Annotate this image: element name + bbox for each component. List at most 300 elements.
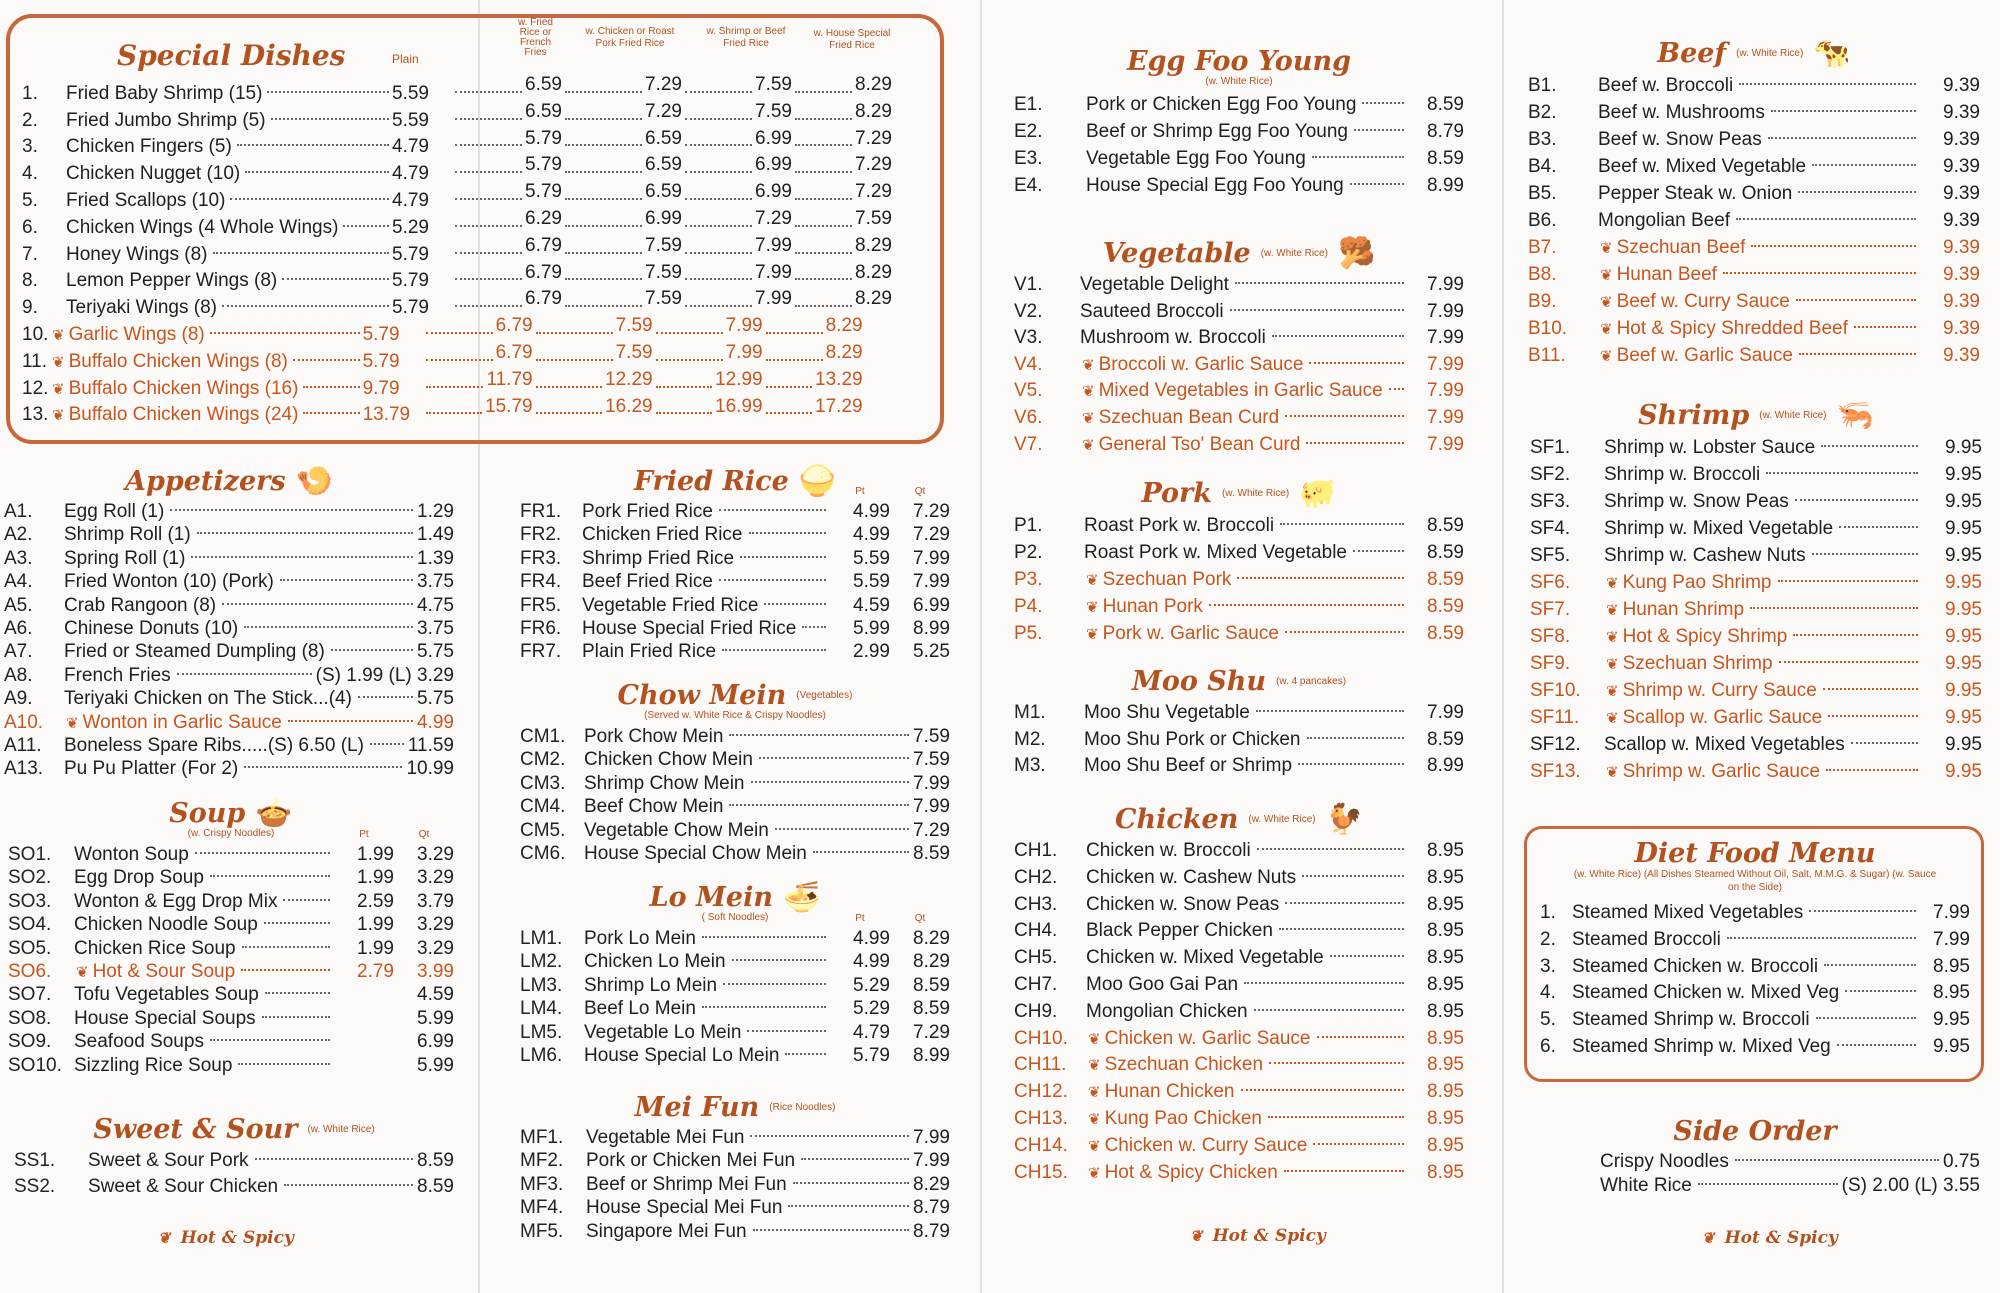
item-code: P2.	[1014, 542, 1043, 563]
name-with-leader	[66, 134, 392, 161]
quart-price: 7.99	[913, 571, 950, 593]
item-price: 11.59	[407, 734, 454, 756]
item-price: 8.99	[1427, 755, 1464, 777]
item-price: 7.99	[1933, 902, 1970, 923]
special-price: 8.29	[855, 288, 892, 310]
item-price: 9.39	[1943, 318, 1980, 339]
item-name: Moo Shu Beef or Shrimp	[1084, 755, 1293, 777]
menu-item	[520, 748, 950, 771]
name-with-leader	[66, 215, 392, 242]
side-order-section	[1530, 1112, 1980, 1198]
menu-item	[1530, 542, 1982, 569]
item-name: Fried Baby Shrimp (15)	[66, 82, 263, 104]
price-column	[423, 394, 533, 421]
special-price: 6.99	[755, 127, 792, 149]
dot-leader	[685, 120, 752, 147]
chicken-section	[1014, 800, 1464, 1186]
section-header	[1014, 800, 1464, 838]
special-price: 16.29	[605, 395, 653, 417]
dot-leader	[455, 66, 522, 93]
item-price: 9.39	[1943, 291, 1980, 312]
special-col-header: w. Chicken or Roast Pork Fried Rice	[585, 26, 675, 49]
item-code: B5.	[1528, 183, 1557, 204]
item-price: 7.99	[1427, 380, 1464, 402]
item-name: Szechuan Beef	[1616, 237, 1746, 258]
name-with-leader	[69, 376, 363, 403]
quart-price: 3.29	[417, 914, 454, 936]
item-name: Hunan Pork	[1102, 596, 1203, 617]
chili-pepper-icon: ❦	[1082, 436, 1095, 454]
item-price: 5.75	[417, 688, 454, 710]
item-name: Pork w. Garlic Sauce	[1102, 623, 1279, 644]
dot-leader	[343, 225, 389, 227]
menu-item	[4, 594, 454, 617]
dot-leader	[795, 173, 852, 200]
item-name: Beef w. Mixed Vegetable	[1598, 156, 1807, 177]
item-price: 9.39	[1943, 75, 1980, 96]
item-code: 4.	[22, 163, 38, 185]
section-subtitle: (w. 4 pancakes)	[1276, 675, 1347, 687]
special-col-header: w. Shrimp or Beef Fried Rice	[706, 26, 786, 49]
special-price: 12.29	[605, 368, 653, 390]
section-header	[1014, 474, 1464, 512]
item-name: Pork or Chicken Egg Foo Young	[1086, 94, 1357, 115]
dot-leader	[283, 899, 330, 901]
item-code: 7.	[22, 243, 38, 265]
item-code: B2.	[1528, 102, 1557, 123]
dot-leader	[426, 307, 493, 334]
special-price: 7.59	[615, 341, 653, 363]
appetizers-section	[4, 462, 454, 781]
item-name: French Fries	[64, 664, 171, 686]
item-price: 9.39	[1943, 129, 1980, 150]
menu-item	[520, 1220, 950, 1243]
item-code: FR5.	[520, 594, 562, 616]
dot-leader	[729, 804, 909, 806]
chili-pepper-icon: ❦	[1088, 1084, 1101, 1102]
special-price: 6.59	[525, 74, 562, 95]
rice-bowl-icon: 🍚	[798, 464, 837, 498]
dot-leader	[237, 144, 389, 146]
item-code: SS1.	[14, 1150, 56, 1171]
menu-item	[1528, 153, 1980, 180]
section-subtitle: (w. White Rice) (All Dishes Steamed Without Oil, Salt, M.M.G. & Sugar) (w. Sauce on the Side)	[1573, 869, 1937, 893]
menu-item	[1014, 727, 1464, 754]
menu-item	[14, 1148, 454, 1174]
item-code: 10.	[22, 323, 49, 345]
dot-leader	[1307, 737, 1405, 739]
item-name: Steamed Mixed Vegetables	[1572, 902, 1804, 923]
menu-item	[1528, 126, 1980, 153]
pt-label: Pt	[359, 829, 369, 840]
menu-item	[520, 570, 950, 593]
menu-item	[4, 570, 454, 593]
menu-item	[1014, 325, 1464, 352]
item-code: 2.	[1540, 928, 1556, 950]
section-header	[1540, 834, 1970, 872]
item-price: 9.95	[1945, 518, 1982, 539]
special-price: 6.59	[645, 154, 682, 176]
special-price: 15.79	[485, 395, 533, 417]
menu-item	[520, 1126, 950, 1149]
menu-item	[1530, 731, 1982, 758]
section-subtitle: (Rice Noodles)	[769, 1101, 836, 1113]
item-name: Pepper Steak w. Onion	[1598, 183, 1793, 204]
dot-leader	[1209, 604, 1404, 606]
item-code: 8.	[22, 270, 38, 292]
item-name: Shrimp Roll (1)	[64, 524, 191, 546]
item-code: E2.	[1014, 121, 1043, 142]
item-code: SO9.	[8, 1031, 52, 1053]
item-name: Chicken Nugget (10)	[66, 163, 241, 185]
special-price: 5.79	[392, 297, 429, 319]
special-price: 6.99	[755, 154, 792, 176]
dot-leader	[719, 509, 826, 511]
section-header	[520, 1088, 950, 1126]
item-name: Hot & Sour Soup	[92, 960, 236, 982]
pint-price: 4.99	[853, 501, 890, 522]
item-name: Hunan Shrimp	[1622, 599, 1745, 620]
dot-leader	[210, 332, 360, 334]
diet-menu-section	[1540, 834, 1970, 1061]
item-code: SO2.	[8, 867, 52, 889]
dot-leader	[1779, 661, 1918, 663]
menu-item	[4, 617, 454, 640]
section-header	[520, 878, 950, 916]
menu-item	[1014, 1026, 1464, 1053]
menu-item	[1014, 405, 1464, 432]
special-price: 7.99	[725, 315, 763, 337]
item-name: Szechuan Shrimp	[1622, 653, 1773, 674]
item-price: 8.95	[1933, 955, 1970, 977]
quart-price: 8.29	[913, 928, 950, 949]
dot-leader	[303, 412, 359, 414]
quart-price: 8.59	[913, 974, 950, 996]
item-code: V4.	[1014, 353, 1043, 375]
item-price: 9.39	[1943, 345, 1980, 366]
dot-leader	[565, 66, 642, 93]
menu-item	[520, 842, 950, 865]
menu-item	[520, 500, 950, 523]
menu-item	[1014, 91, 1464, 118]
special-price: 4.79	[392, 163, 429, 185]
item-price: 8.99	[1427, 175, 1464, 196]
item-price: 7.99	[913, 772, 950, 794]
item-code: B4.	[1528, 156, 1557, 177]
dot-leader	[280, 579, 413, 581]
name-with-leader	[66, 108, 392, 135]
dot-leader	[230, 198, 389, 200]
special-price: 13.29	[815, 368, 863, 390]
chili-pepper-icon: ❦	[1086, 599, 1099, 616]
item-code: M1.	[1014, 702, 1046, 723]
menu-item	[1528, 99, 1980, 126]
section-title: Special Dishes	[117, 39, 346, 72]
menu-item	[520, 795, 950, 818]
name-with-leader	[66, 242, 392, 269]
item-code: CH11.	[1014, 1054, 1067, 1076]
chili-pepper-icon: ❦	[1082, 356, 1095, 374]
item-name: Mongolian Chicken	[1086, 1000, 1248, 1022]
item-price: 9.39	[1943, 102, 1980, 123]
item-name: Chicken w. Garlic Sauce	[1104, 1027, 1311, 1049]
menu-item	[4, 500, 454, 523]
item-name: Chicken w. Broccoli	[1086, 840, 1251, 861]
item-code: SF11.	[1530, 707, 1580, 728]
menu-item	[8, 1007, 454, 1030]
item-code: P3.	[1014, 569, 1043, 590]
dot-leader	[656, 388, 712, 415]
section-title: Beef	[1657, 37, 1727, 69]
quart-price: 3.29	[417, 844, 454, 865]
item-name: Shrimp w. Broccoli	[1604, 464, 1761, 485]
section-header	[1530, 396, 1982, 434]
section-subtitle: (w. White Rice)	[1260, 247, 1328, 259]
item-price: 7.99	[913, 796, 950, 818]
item-code: CH5.	[1014, 947, 1058, 969]
menu-item	[1014, 1106, 1464, 1133]
dot-leader	[656, 307, 723, 334]
item-code: A13.	[4, 758, 44, 780]
menu-item	[1014, 378, 1464, 405]
special-price: 6.79	[495, 341, 533, 363]
dot-leader	[766, 307, 823, 334]
menu-item	[520, 640, 950, 663]
special-price: 5.79	[392, 270, 429, 292]
menu-item	[520, 1021, 950, 1044]
dot-leader	[1353, 550, 1404, 552]
special-price: 6.29	[525, 207, 562, 229]
item-code: LM1.	[520, 928, 563, 949]
menu-item	[1540, 900, 1970, 927]
item-name: Chicken Rice Soup	[74, 937, 236, 959]
item-code: MF4.	[520, 1197, 564, 1219]
item-name: Szechuan Bean Curd	[1098, 406, 1280, 428]
item-price: 9.39	[1943, 264, 1980, 285]
item-code: SF6.	[1530, 572, 1571, 593]
dot-leader	[795, 146, 852, 173]
menu-item	[1530, 650, 1982, 677]
quart-price: 8.99	[913, 617, 950, 639]
item-name: Hot & Spicy Chicken	[1104, 1161, 1278, 1183]
section-title: Chow Mein	[617, 679, 787, 711]
item-name: Beef Lo Mein	[584, 998, 696, 1020]
item-code: SO1.	[8, 844, 52, 865]
item-code: CH9.	[1014, 1000, 1058, 1022]
dot-leader	[426, 388, 482, 415]
dot-leader	[1828, 715, 1918, 717]
item-code: A11.	[4, 734, 42, 756]
menu-item	[1014, 892, 1464, 919]
dot-leader	[565, 200, 642, 227]
item-price: 8.59	[417, 1150, 454, 1171]
item-code: B11.	[1528, 345, 1566, 366]
dot-leader	[795, 227, 852, 254]
pint-price: 1.99	[357, 844, 394, 865]
dot-leader	[1839, 526, 1918, 528]
section-title: Side Order	[1673, 1115, 1837, 1147]
item-name: Chinese Donuts (10)	[64, 617, 239, 639]
menu-item	[1530, 596, 1982, 623]
menu-item	[1530, 434, 1982, 461]
special-price: 7.59	[855, 207, 892, 229]
item-code: MF3.	[520, 1173, 564, 1195]
menu-item	[1014, 620, 1464, 647]
section-subtitle-2: (Served w. White Rice & Crispy Noodles)	[644, 710, 826, 721]
item-price: 1.49	[417, 524, 454, 546]
item-code: SF4.	[1530, 518, 1571, 539]
item-name: Vegetable Delight	[1080, 274, 1229, 295]
menu-item	[4, 757, 454, 780]
price-column	[763, 394, 863, 421]
item-price: 9.39	[1943, 183, 1980, 204]
item-name: Wonton & Egg Drop Mix	[74, 890, 278, 912]
item-name: Egg Drop Soup	[74, 867, 204, 889]
item-name: Steamed Chicken w. Broccoli	[1572, 955, 1819, 977]
item-name: Steamed Chicken w. Mixed Veg	[1572, 982, 1840, 1004]
section-header	[1014, 662, 1464, 700]
item-name: Black Pepper Chicken	[1086, 920, 1273, 942]
menu-item	[520, 523, 950, 546]
item-name: Mushroom w. Broccoli	[1080, 327, 1266, 349]
item-price: 9.95	[1945, 572, 1982, 593]
price-column	[363, 402, 423, 429]
dot-leader	[1793, 634, 1918, 636]
dot-leader	[242, 946, 330, 948]
item-price: 9.95	[1945, 437, 1982, 458]
item-name: Beef or Shrimp Egg Foo Young	[1086, 121, 1348, 142]
quart-price: 7.29	[913, 501, 950, 522]
item-name: Lemon Pepper Wings (8)	[66, 270, 278, 292]
menu-item	[1530, 515, 1982, 542]
item-code: LM3.	[520, 974, 563, 996]
vegetable-icon: 🥦	[1337, 236, 1376, 270]
item-name: Hunan Beef	[1616, 264, 1717, 285]
menu-item	[8, 960, 454, 983]
item-price: 8.59	[1427, 148, 1464, 169]
item-price: 3.75	[417, 617, 454, 639]
dot-leader	[1698, 1183, 1838, 1185]
item-name: Beef w. Broccoli	[1598, 75, 1734, 96]
shrimp-plate-icon: 🍤	[295, 464, 333, 498]
dot-leader	[455, 200, 522, 227]
dot-leader	[747, 1030, 826, 1032]
item-price: 8.59	[417, 1176, 454, 1197]
menu-item	[1540, 1007, 1970, 1034]
item-name: Pu Pu Platter (For 2)	[64, 758, 239, 780]
dot-leader	[210, 875, 330, 877]
qt-label: Qt	[418, 829, 430, 840]
pint-price: 2.99	[853, 641, 890, 663]
section-subtitle: (w. White Rice)	[1221, 487, 1290, 499]
item-name: Pork Chow Mein	[584, 726, 724, 747]
section-header	[8, 794, 454, 832]
menu-item	[4, 734, 454, 757]
item-name: Roast Pork w. Mixed Vegetable	[1084, 542, 1347, 563]
menu-item	[8, 913, 454, 936]
menu-item	[520, 772, 950, 795]
dot-leader	[191, 556, 413, 558]
dot-leader	[775, 828, 909, 830]
dot-leader	[536, 361, 602, 388]
item-code: CM1.	[520, 726, 566, 747]
chili-pepper-icon: ❦	[52, 380, 65, 398]
dot-leader	[685, 200, 752, 227]
dot-leader	[766, 334, 823, 361]
dot-leader	[213, 252, 390, 254]
chili-pepper-icon: ❦	[52, 353, 65, 371]
special-price: 9.79	[362, 377, 400, 399]
price-column	[533, 394, 653, 421]
pint-price: 1.99	[357, 867, 394, 889]
item-price: 1.39	[417, 547, 454, 569]
chili-pepper-icon: ❦	[1600, 240, 1613, 257]
menu-item	[1014, 145, 1464, 172]
menu-item	[520, 1196, 950, 1219]
item-name: Crab Rangoon (8)	[64, 594, 217, 616]
chili-pepper-icon: ❦	[1606, 764, 1619, 781]
item-name: Szechuan Pork	[1102, 569, 1232, 590]
soup-section	[8, 794, 454, 1077]
item-name: Chicken Noodle Soup	[74, 914, 258, 936]
item-price: 8.59	[1427, 569, 1464, 590]
dot-leader	[1823, 688, 1918, 690]
item-price: 8.95	[1427, 893, 1464, 915]
special-price: 8.29	[855, 261, 892, 283]
shrimp-icon: 🦐	[1836, 398, 1874, 432]
dot-leader	[293, 359, 360, 361]
item-name: Beef w. Garlic Sauce	[1616, 345, 1793, 366]
item-price: 7.59	[913, 749, 950, 771]
chili-pepper-icon: ❦	[1606, 710, 1619, 727]
menu-item	[1014, 272, 1464, 299]
menu-item	[1014, 1079, 1464, 1106]
menu-item	[1014, 352, 1464, 379]
dot-leader	[685, 66, 752, 93]
menu-item	[520, 819, 950, 842]
item-name: Shrimp Chow Mein	[584, 772, 745, 794]
chili-pepper-icon: ❦	[52, 326, 65, 344]
item-name: Beef Fried Rice	[582, 571, 713, 593]
item-price: 8.95	[1427, 1054, 1464, 1076]
item-code: MF1.	[520, 1127, 564, 1148]
item-price: 7.99	[1427, 702, 1464, 723]
item-price: 5.75	[417, 641, 454, 663]
dot-leader	[271, 118, 389, 120]
menu-item	[1528, 234, 1980, 261]
item-price: 8.95	[1427, 947, 1464, 969]
dot-leader	[455, 227, 522, 254]
item-name: Wonton in Garlic Sauce	[82, 711, 282, 733]
item-code: V3.	[1014, 327, 1043, 349]
price-column	[392, 108, 452, 135]
dot-leader	[1821, 445, 1918, 447]
menu-item	[520, 547, 950, 570]
menu-item	[1530, 1174, 1980, 1198]
dot-leader	[656, 361, 712, 388]
special-price: 7.59	[755, 74, 792, 95]
menu-item	[4, 664, 454, 687]
dot-leader	[723, 983, 826, 985]
item-price: 8.59	[1427, 623, 1464, 644]
qt-label: Qt	[914, 913, 926, 924]
section-header	[520, 676, 950, 714]
section-title: Diet Food Menu	[1634, 837, 1876, 869]
pint-price: 5.59	[853, 547, 890, 569]
dot-leader	[685, 227, 752, 254]
special-price: 7.29	[855, 181, 892, 203]
item-name: Steamed Shrimp w. Mixed Veg	[1572, 1035, 1831, 1057]
